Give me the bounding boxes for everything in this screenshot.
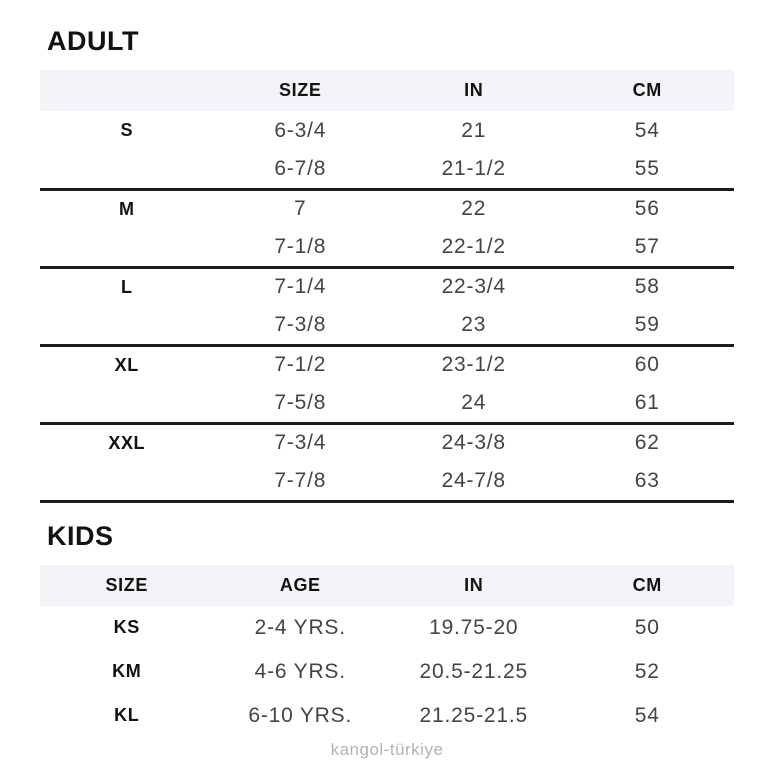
size-cell: 6-7/8 bbox=[214, 150, 388, 189]
kids-section-title: KIDS bbox=[47, 520, 114, 551]
cm-cell: 54 bbox=[634, 118, 660, 142]
adult-header-size: SIZE bbox=[279, 80, 322, 100]
age-cell: 4-6 YRS. bbox=[254, 659, 346, 683]
kids-size-table bbox=[40, 565, 734, 738]
table-row bbox=[40, 189, 734, 228]
adult-header-in: IN bbox=[464, 80, 484, 100]
kids-header-row bbox=[40, 565, 734, 606]
size-label-cell: KM bbox=[112, 661, 142, 681]
in-cell: 22-3/4 bbox=[441, 275, 506, 299]
table-row bbox=[40, 267, 734, 306]
size-label-cell: KL bbox=[114, 705, 140, 725]
table-row bbox=[40, 384, 734, 423]
size-label-cell: XXL bbox=[108, 432, 146, 453]
size-cell: 6-3/4 bbox=[274, 118, 327, 142]
adult-header-blank bbox=[40, 70, 214, 111]
cm-cell: 62 bbox=[634, 431, 660, 455]
kids-header-size: SIZE bbox=[105, 574, 148, 595]
size-cell: 7 bbox=[294, 197, 307, 221]
in-cell: 21 bbox=[461, 118, 487, 142]
size-cell: 7-3/4 bbox=[274, 431, 327, 455]
in-cell: 23-1/2 bbox=[441, 353, 506, 377]
cm-cell: 56 bbox=[634, 197, 660, 221]
age-cell: 2-4 YRS. bbox=[254, 615, 346, 639]
in-cell: 24 bbox=[387, 384, 561, 423]
table-row bbox=[40, 462, 734, 501]
table-row bbox=[40, 650, 734, 694]
adult-section-title: ADULT bbox=[47, 26, 139, 56]
kids-header-in: IN bbox=[464, 574, 484, 595]
in-cell: 20.5-21.25 bbox=[419, 659, 528, 683]
cm-cell: 63 bbox=[561, 462, 735, 501]
size-label-cell bbox=[40, 384, 214, 423]
table-row bbox=[40, 150, 734, 189]
in-cell: 22-1/2 bbox=[387, 228, 561, 267]
in-cell: 21.25-21.5 bbox=[419, 703, 528, 727]
size-label-cell: KS bbox=[113, 617, 140, 637]
in-cell: 24-3/8 bbox=[441, 431, 506, 455]
age-cell: 6-10 YRS. bbox=[248, 703, 353, 727]
cm-cell: 52 bbox=[634, 659, 660, 683]
size-cell: 7-7/8 bbox=[214, 462, 388, 501]
table-row bbox=[40, 345, 734, 384]
size-cell: 7-3/8 bbox=[214, 306, 388, 345]
size-label-cell: S bbox=[120, 120, 134, 140]
size-cell: 7-5/8 bbox=[214, 384, 388, 423]
adult-header-cm: CM bbox=[632, 80, 662, 100]
size-label-cell: M bbox=[118, 198, 135, 219]
table-row bbox=[40, 423, 734, 462]
size-label-cell bbox=[40, 462, 214, 501]
cm-cell: 60 bbox=[634, 353, 660, 377]
in-cell: 22 bbox=[461, 197, 487, 221]
table-row bbox=[40, 306, 734, 345]
size-label-cell bbox=[40, 150, 214, 189]
cm-cell: 58 bbox=[634, 275, 660, 299]
in-cell: 23 bbox=[387, 306, 561, 345]
kids-header-cm: CM bbox=[632, 574, 662, 595]
size-label-cell: L bbox=[120, 276, 133, 297]
table-row bbox=[40, 111, 734, 150]
adult-header-row bbox=[40, 70, 734, 111]
size-label-cell: XL bbox=[114, 354, 139, 375]
table-row bbox=[40, 694, 734, 738]
cm-cell: 55 bbox=[561, 150, 735, 189]
cm-cell: 54 bbox=[634, 703, 660, 727]
size-cell: 7-1/2 bbox=[274, 353, 327, 377]
size-label-cell bbox=[40, 306, 214, 345]
adult-size-table bbox=[40, 70, 734, 503]
brand-watermark: kangol-türkiye bbox=[330, 739, 444, 759]
in-cell: 19.75-20 bbox=[429, 615, 519, 639]
cm-cell: 57 bbox=[561, 228, 735, 267]
table-row bbox=[40, 228, 734, 267]
size-cell: 7-1/4 bbox=[274, 275, 327, 299]
size-cell: 7-1/8 bbox=[214, 228, 388, 267]
size-chart-page bbox=[0, 26, 776, 776]
cm-cell: 59 bbox=[561, 306, 735, 345]
in-cell: 21-1/2 bbox=[387, 150, 561, 189]
size-label-cell bbox=[40, 228, 214, 267]
kids-header-age: AGE bbox=[279, 574, 321, 595]
table-row bbox=[40, 606, 734, 650]
cm-cell: 61 bbox=[561, 384, 735, 423]
cm-cell: 50 bbox=[634, 615, 660, 639]
in-cell: 24-7/8 bbox=[387, 462, 561, 501]
